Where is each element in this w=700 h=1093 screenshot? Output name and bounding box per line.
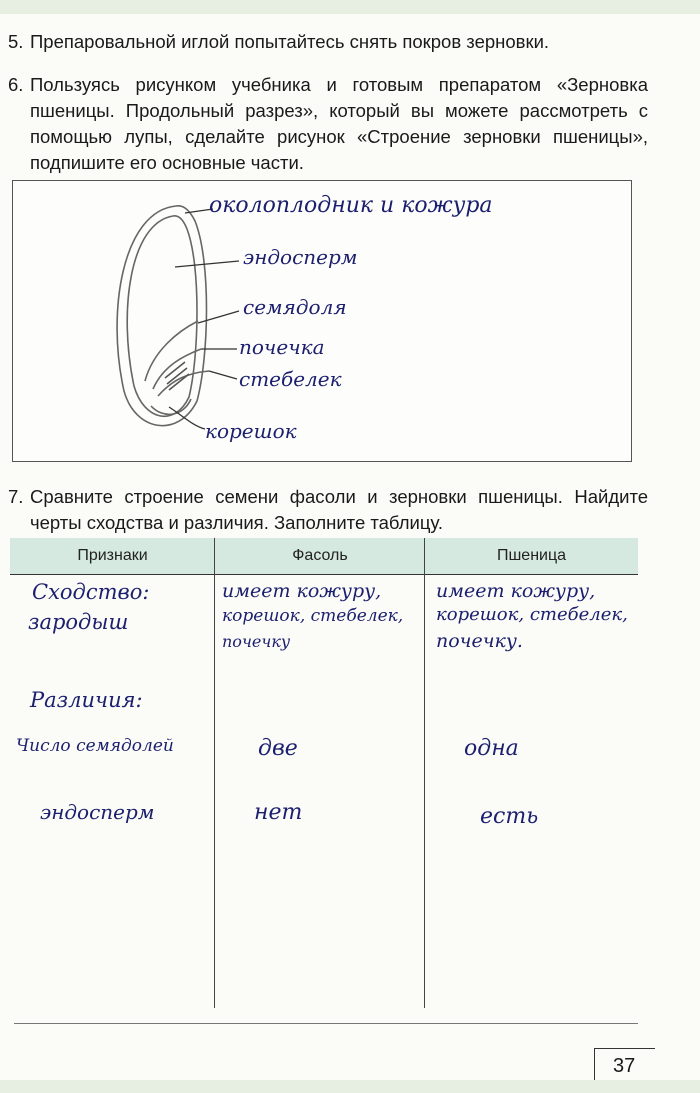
top-color-strip (0, 0, 700, 14)
grain-inner-outline (127, 216, 197, 416)
task-5 (8, 29, 648, 55)
bean-similarity-line: почечку (222, 632, 291, 651)
pointer-endosperm (175, 261, 239, 267)
bean-similarity-line: имеет кожуру, (222, 580, 382, 602)
row-feature: эндосперм (40, 800, 155, 824)
task-6 (8, 72, 648, 176)
comparison-table (10, 538, 638, 1010)
bottom-color-strip (0, 1080, 700, 1093)
header-bean: Фасоль (292, 547, 348, 564)
differences-title: Различия: (30, 688, 143, 712)
task-7 (8, 484, 648, 536)
page-number: 37 (613, 1055, 636, 1077)
pointer-cotyledon (198, 311, 239, 323)
root-shape (151, 399, 191, 414)
task-7-text: Сравните строение семени фасоли и зерновки пшеницы. Найдите черты сходства и различия. Заполните таблицу. (30, 486, 648, 533)
label-root: корешок (205, 419, 297, 443)
column-divider (214, 538, 215, 1008)
label-pericarp: околоплодник и кожура (209, 193, 493, 218)
task-5-number: 5. (8, 31, 24, 52)
column-divider (424, 538, 425, 1008)
wheat-grain-drawing (13, 181, 631, 461)
task-7-number: 7. (8, 486, 24, 507)
task-6-text: Пользуясь рисунком учебника и готовым препаратом «Зерновка пшеницы. Продольный разрез», который вы можете рассмотреть с помощью лупы, сделайте рисунок «Строение зерновки пшеницы», подпишите его основные части. (30, 74, 648, 173)
table-header (10, 538, 638, 575)
similarity-feature: зародыш (28, 610, 129, 634)
pointer-stem (209, 371, 237, 379)
wheat-similarity-line: корешок, стебелек, (436, 604, 628, 625)
label-stem: стебелек (239, 367, 342, 391)
wheat-similarity-line: почечку. (436, 630, 523, 652)
bottom-rule (14, 1023, 638, 1024)
wheat-similarity-line: имеет кожуру, (436, 580, 596, 602)
bean-similarity-line: корешок, стебелек, (222, 606, 404, 626)
row-wheat-value: одна (464, 736, 519, 761)
row-bean-value: две (258, 736, 298, 761)
header-wheat: Пшеница (496, 547, 567, 564)
row-wheat-value: есть (480, 804, 539, 829)
row-bean-value: нет (254, 800, 303, 825)
label-cotyledon: семядоля (243, 295, 347, 319)
row-feature: Число семядолей (16, 736, 174, 756)
task-5-text: Препаровальной иглой попытайтесь снять покров зерновки. (30, 31, 550, 52)
header-features: Признаки (77, 547, 148, 564)
drawing-area (12, 180, 632, 462)
label-endosperm: эндосперм (243, 245, 358, 269)
similarity-title: Сходство: (32, 580, 150, 604)
task-6-number: 6. (8, 74, 24, 95)
pointer-root (169, 407, 205, 429)
label-bud: почечка (239, 335, 325, 359)
